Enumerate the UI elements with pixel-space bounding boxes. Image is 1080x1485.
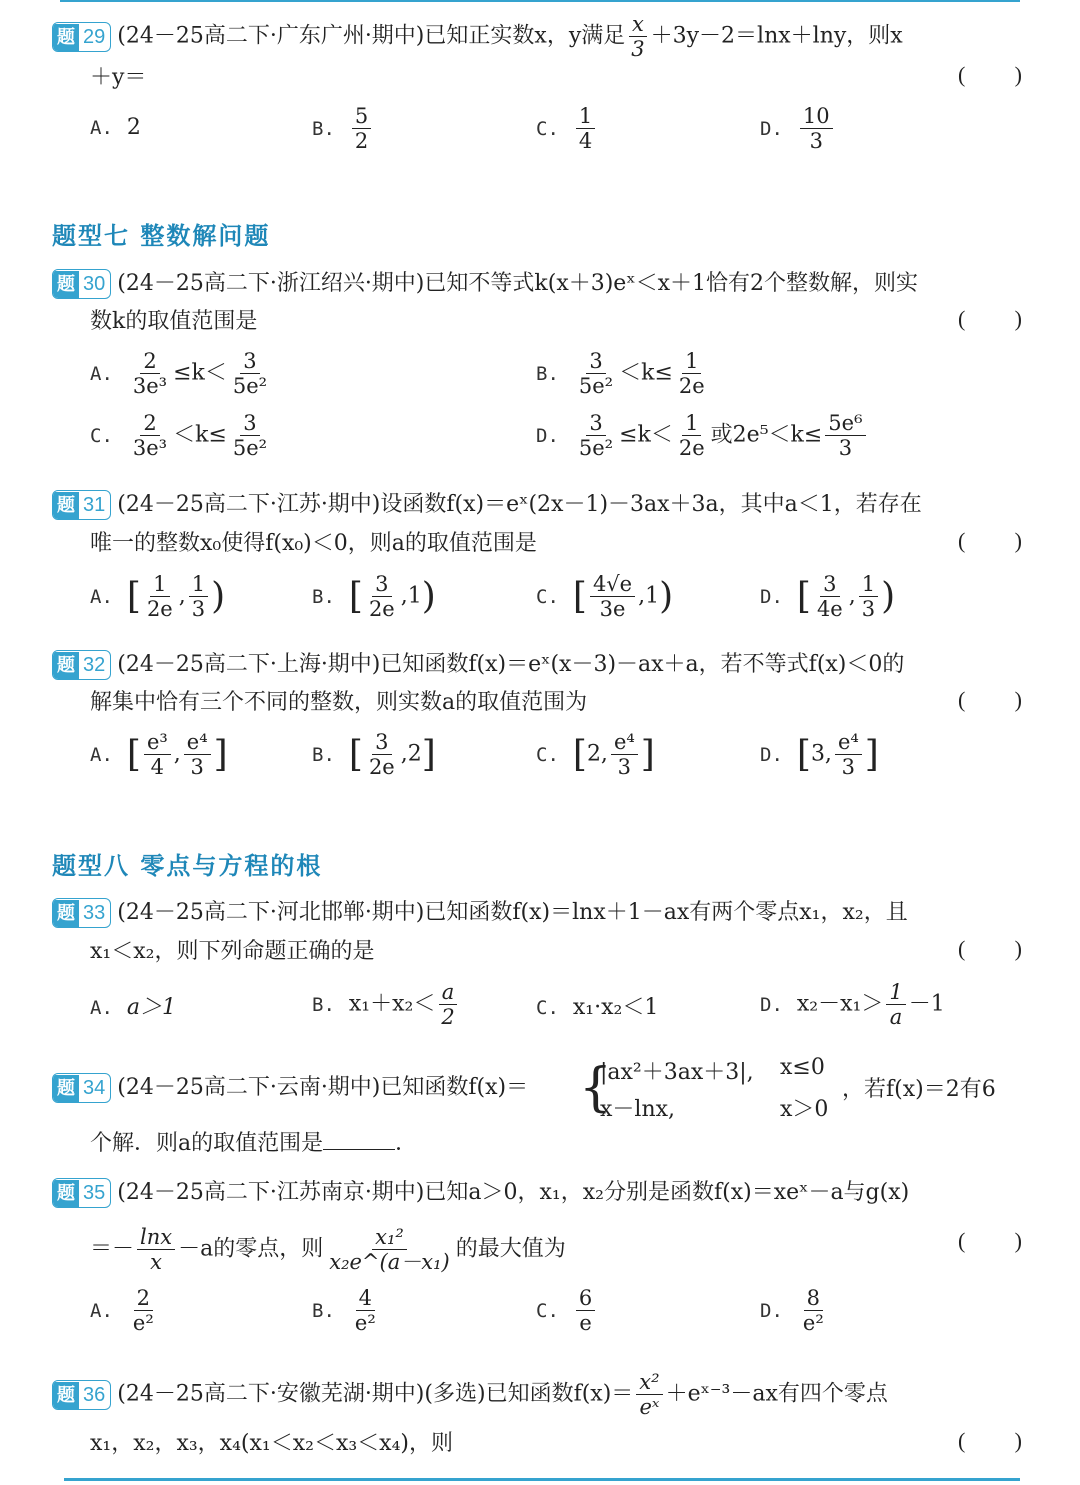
question-31: 题 31 (24－25高二下·江苏·期中)设函数f(x)＝eˣ(2x－1)－3ax＋3a，其中a＜1，若存在 [52, 489, 1020, 521]
worksheet-page: 题 29 (24－25高二下·广东广州·期中)已知正实数x，y满足 $\frac{x}{3}$ ＋3y－2＝lnx＋lny，则x ＋y＝ ( ) A. 2 B. $\frac{5}{2}$ C. $\frac{1}{4}$ D. $\frac{10}{3}$ 题型七 整数解问题 题 30 (24－25高二下·浙江绍兴·期中)已知不等式k(x＋3)eˣ＜x＋1恰有2个整数解，则实 数k的取值范围是 ( ) A. $\frac{2}{\text{3e³}}$ ≤k＜ $\frac{3}{\text{5e²}}$ B. $\frac{3}{\text{5e²}}$ ＜k≤ $\frac{1}{2e}$ C. $\frac{2}{\text{3e³}}$ ＜k≤ $\frac{3}{\text{5e²}}$ D. $\frac{3}{\text{5e²}}$ ≤k＜ $\frac{1}{2e}$ 或2e⁵＜k≤ $\frac{\text{5e⁶}}{3}$ 题 31 (24－25高二下·江苏·期中)设函数f(x)＝eˣ(2x－1)－3ax＋3a，其中a＜1，若存在 唯一的整数x₀使得f(x₀)＜0，则a的取值范围是 ( ) A. [ $\frac{1}{2e}$ , $\frac{1}{3}$ ) B. [ $\frac{3}{2e}$ ,1) C. [ $\frac{4√e}{3e}$ ,1) D. [ $\frac{3}{4e}$ , $\frac{1}{3}$ ) 题 32 (24－25高二下·上海·期中)已知函数f(x)＝eˣ(x－3)－ax＋a，若不等式f(x)＜0的 解集中恰有三个不同的整数，则实数a的取值范围为 ( ) A. [ $\frac{\text{e³}}{4}$ , $\frac{\text{e⁴}}{3}$ ] B. [ $\frac{3}{2e}$ ,2] C. [2, $\frac{\text{e⁴}}{3}$ ] D. [3, $\frac{\text{e⁴}}{3}$ ] 题型八 零点与方程的根 题 33 (24－25高二下·河北邯郸·期中)已知函数f(x)＝lnx＋1－ax有两个零点x₁，x₂，且 x₁＜x₂，则下列命题正确的是 ( ) A. a＞1 B. x₁＋x₂＜ $\frac{a}{2}$ C. x₁·x₂＜1 D. x₂－x₁＞ $\frac{1}{a}$ －1 题 34 (24－25高二下·云南·期中)已知函数f(x)＝ { |ax²＋3ax＋3|, x≤0 x－lnx, x＞0 ，若f(x)＝2有6 个解．则a的取值范围是 ． 题 35 (24－25高二下·江苏南京·期中)已知a＞0，x₁，x₂分别是函数f(x)＝xeˣ－a与g(x) ＝－ $\frac{\ln x}{x}$ －a的零点，则 $\frac{\text{x₁²}}{\text{x₂e\textasciicircum{}(a－x₁)}}$ 的最大值为 ( ) A. $\frac{2}{\text{e²}}$ B. $\frac{4}{\text{e²}}$ C. $\frac{6}{e}$ D. $\frac{8}{\text{e²}}$ 题 36 (24－25高二下·安徽芜湖·期中)(多选)已知函数f(x)＝ $\frac{\text{x²}}{\text{eˣ}}$ ＋eˣ⁻³－ax有四个零点 x₁，x₂，x₃，x₄(x₁＜x₂＜x₃＜x₄)，则 ( ) [0, 0, 1080, 1485]
piecewise-cond-2: x＞0 [780, 1097, 829, 1122]
option-b: B. $\frac{5}{2}$ [312, 104, 374, 153]
option-b: B. [ $\frac{3}{2e}$ ,2] [312, 730, 436, 780]
question-34: 题 34 (24－25高二下·云南·期中)已知函数f(x)＝ [52, 1072, 1020, 1104]
question-34-tail: ，若f(x)＝2有6 [842, 1077, 996, 1102]
option-d: D. $\frac{3}{\text{5e²}}$ ≤k＜ $\frac{1}{2e}$ 或2e⁵＜k≤ $\frac{\text{5e⁶}}{3}$ [536, 411, 869, 460]
question-36: 题 36 (24－25高二下·安徽芜湖·期中)(多选)已知函数f(x)＝ $\frac{\text{x²}}{\text{eˣ}}$ ＋eˣ⁻³－ax有四个零点 [52, 1370, 1020, 1419]
question-badge: 题 29 [52, 22, 111, 52]
option-b: B. $\frac{4}{\text{e²}}$ [312, 1286, 376, 1336]
option-a: A. [ $\frac{\text{e³}}{4}$ , $\frac{\text{e⁴}}{3}$ ] [90, 730, 228, 780]
question-30-line2: 数k的取值范围是 [90, 309, 258, 334]
question-badge: 题 32 [52, 650, 111, 680]
question-badge: 题 34 [52, 1073, 111, 1103]
question-badge: 题 35 [52, 1178, 111, 1208]
fraction: $\frac{x}{3}$ [628, 12, 647, 61]
option-a: A. $\frac{2}{\text{3e³}}$ ≤k＜ $\frac{3}{\text{5e²}}$ [90, 349, 268, 399]
question-33-line2: x₁＜x₂，则下列命题正确的是 [90, 939, 375, 964]
question-badge: 题 36 [52, 1380, 111, 1410]
section-title-7: 题型七 整数解问题 [52, 222, 271, 250]
option-b: B. x₁＋x₂＜ $\frac{a}{2}$ [312, 980, 461, 1029]
question-32-line2: 解集中恰有三个不同的整数，则实数a的取值范围为 [90, 690, 588, 715]
question-33: 题 33 (24－25高二下·河北邯郸·期中)已知函数f(x)＝lnx＋1－ax有两个零点x₁，x₂，且 [52, 897, 1020, 929]
question-35: 题 35 (24－25高二下·江苏南京·期中)已知a＞0，x₁，x₂分别是函数f(x)＝xeˣ－a与g(x) [52, 1177, 1020, 1209]
section-title-8: 题型八 零点与方程的根 [52, 852, 323, 880]
option-d: D. [ $\frac{3}{4e}$ , $\frac{1}{3}$ ) [760, 572, 896, 622]
option-c: C. $\frac{6}{e}$ [536, 1286, 598, 1335]
question-31-line2: 唯一的整数x₀使得f(x₀)＜0，则a的取值范围是 [90, 531, 537, 556]
question-36-line2: x₁，x₂，x₃，x₄(x₁＜x₂＜x₃＜x₄)，则 [90, 1431, 453, 1456]
answer-blank[interactable] [323, 1149, 395, 1150]
piecewise-row-1: |ax²＋3ax＋3|, [600, 1060, 754, 1085]
option-b: B. [ $\frac{3}{2e}$ ,1) [312, 572, 436, 622]
option-a: A. 2 [90, 115, 141, 140]
option-d: D. x₂－x₁＞ $\frac{1}{a}$ －1 [760, 980, 945, 1030]
question-35-line2: ＝－ $\frac{\ln x}{x}$ －a的零点，则 $\frac{\text{x₁²}}{\text{x₂e\textasciicircum{}(a－x₁)}}$ 的最大值为 [90, 1225, 566, 1275]
piecewise-row-2: x－lnx, [600, 1097, 676, 1122]
piecewise-cond-1: x≤0 [780, 1055, 825, 1080]
question-badge: 题 31 [52, 490, 111, 520]
option-a: A. a＞1 [90, 995, 177, 1020]
top-rule [60, 0, 1020, 2]
question-29: 题 29 (24－25高二下·广东广州·期中)已知正实数x，y满足 $\frac{x}{3}$ ＋3y－2＝lnx＋lny，则x [52, 12, 1020, 61]
question-34-line2: 个解．则a的取值范围是 ． [90, 1131, 418, 1156]
option-c: C. [ $\frac{4√e}{3e}$ ,1) [536, 572, 674, 622]
option-c: C. $\frac{2}{\text{3e³}}$ ＜k≤ $\frac{3}{\text{5e²}}$ [90, 411, 268, 461]
piecewise-brace: { [579, 1058, 613, 1118]
option-d: D. $\frac{10}{3}$ [760, 104, 836, 153]
option-d: D. $\frac{8}{\text{e²}}$ [760, 1286, 824, 1336]
option-a: A. $\frac{2}{\text{e²}}$ [90, 1286, 154, 1336]
question-badge: 题 30 [52, 269, 111, 299]
option-a: A. [ $\frac{1}{2e}$ , $\frac{1}{3}$ ) [90, 572, 226, 622]
question-badge: 题 33 [52, 898, 111, 928]
option-c: C. [2, $\frac{\text{e⁴}}{3}$ ] [536, 730, 655, 780]
option-c: C. $\frac{1}{4}$ [536, 104, 598, 153]
option-b: B. $\frac{3}{\text{5e²}}$ ＜k≤ $\frac{1}{2e}$ [536, 349, 705, 399]
question-32: 题 32 (24－25高二下·上海·期中)已知函数f(x)＝eˣ(x－3)－ax＋a，若不等式f(x)＜0的 [52, 649, 1020, 681]
option-d: D. [3, $\frac{\text{e⁴}}{3}$ ] [760, 730, 879, 780]
question-29-line2: ＋y＝ [90, 65, 147, 90]
option-c: C. x₁·x₂＜1 [536, 995, 659, 1020]
bottom-rule [64, 1478, 1020, 1481]
question-30: 题 30 (24－25高二下·浙江绍兴·期中)已知不等式k(x＋3)eˣ＜x＋1恰有2个整数解，则实 [52, 268, 1020, 300]
